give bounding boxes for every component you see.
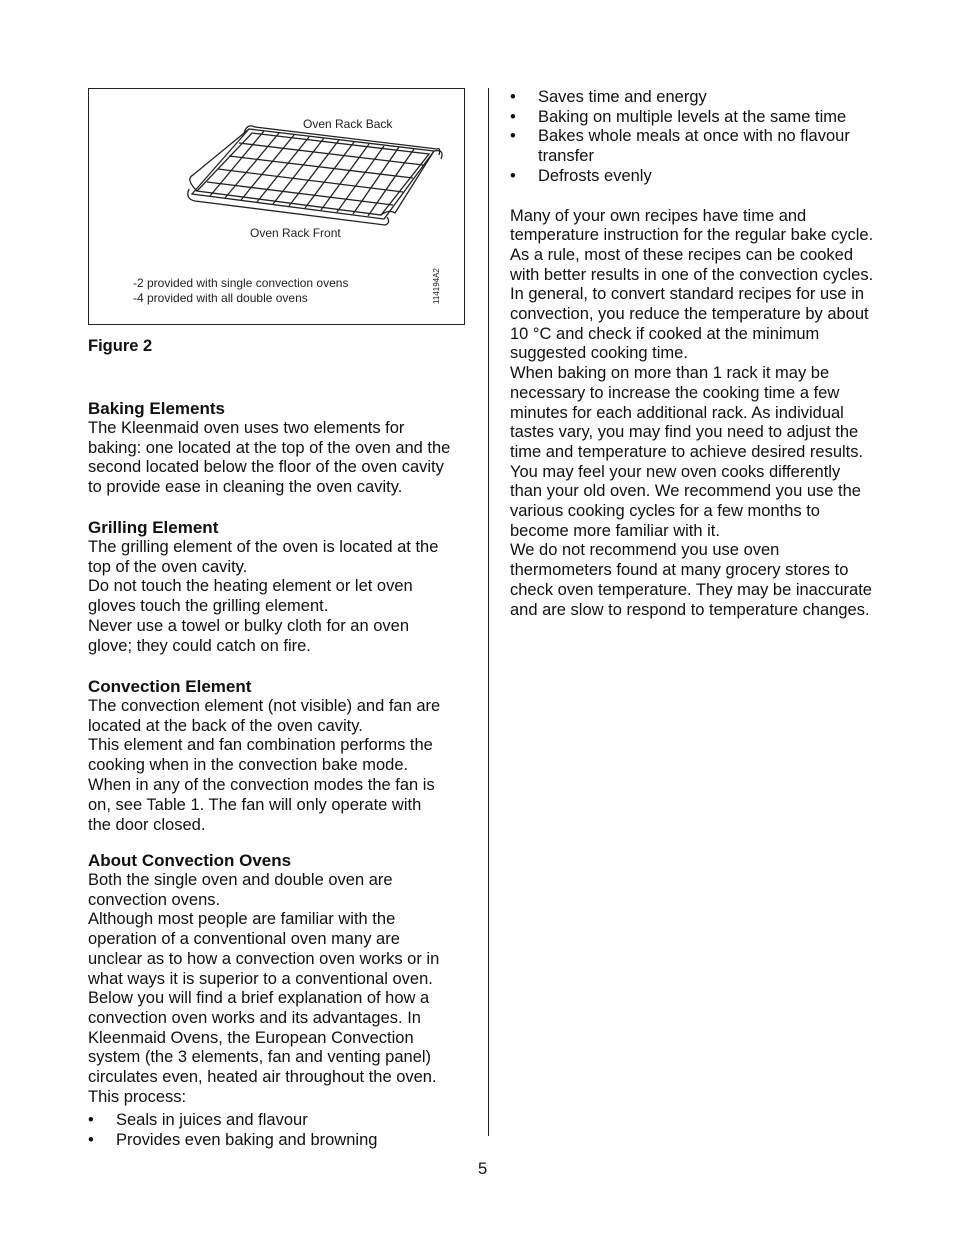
- heading-convection-element: Convection Element: [88, 677, 252, 696]
- paragraph-line: unclear as to how a convection oven works or in: [88, 949, 440, 968]
- paragraph-line: convection, you reduce the temperature by about: [510, 305, 869, 324]
- section-about-convection-ovens: [88, 851, 468, 1151]
- paragraph-line: In general, to convert standard recipes for use in: [510, 285, 865, 304]
- paragraph-line: cooking when in the convection bake mode.: [88, 756, 409, 775]
- bullet-list-left: [88, 1111, 468, 1150]
- figure-note-1: -2 provided with single convection ovens: [133, 276, 349, 290]
- paragraph-line: on, see Table 1. The fan will only operate with: [88, 795, 422, 814]
- list-item: • Defrosts evenly: [510, 167, 895, 187]
- heading-grilling-element: Grilling Element: [88, 518, 219, 537]
- paragraph-line: Both the single oven and double oven are: [88, 871, 393, 889]
- paragraph-line: Below you will find a brief explanation of how a: [88, 989, 430, 1008]
- paragraph-line: various cooking cycles for a few months to: [510, 502, 820, 521]
- paragraph-line: second located below the floor of the oven cavity: [88, 458, 444, 477]
- list-item: • Seals in juices and flavour: [88, 1111, 468, 1131]
- section-convection-element: [88, 677, 468, 836]
- paragraph-line: than your old oven. We recommend you use the: [510, 482, 861, 501]
- paragraph-line: glove; they could catch on fire.: [88, 636, 311, 655]
- paragraph-line: become more familiar with it.: [510, 521, 720, 540]
- figure-2-box: [88, 88, 465, 325]
- paragraph-line: This process:: [88, 1087, 187, 1106]
- paragraph-line: Kleenmaid Ovens, the European Convection: [88, 1028, 414, 1047]
- paragraph-line: This element and fan combination performs the: [88, 736, 433, 755]
- paragraph-line: The Kleenmaid oven uses two elements for: [88, 419, 405, 437]
- paragraph-line: Many of your own recipes have time and: [510, 206, 807, 225]
- paragraph-line: The convection element (not visible) and fan are: [88, 697, 441, 715]
- section-grilling-element: [88, 518, 468, 656]
- section-baking-elements: [88, 399, 468, 498]
- paragraph-line: 10 °C and check if cooked at the minimum: [510, 324, 820, 343]
- paragraph-line: baking: one located at the top of the oven and the: [88, 438, 451, 457]
- paragraph-line: time and temperature to achieve desired results.: [510, 442, 864, 461]
- paragraph-line: When in any of the convection modes the fan is: [88, 775, 435, 794]
- label-oven-rack-back: Oven Rack Back: [303, 117, 393, 131]
- paragraph-line: necessary to increase the cooking time a few: [510, 383, 840, 402]
- paragraph-line: what ways it is superior to a conventional oven.: [88, 969, 433, 988]
- paragraph-line: suggested cooking time.: [510, 344, 688, 363]
- paragraph-line: thermometers found at many grocery stores to: [510, 561, 849, 580]
- paragraph-line: The grilling element of the oven is located at the: [88, 538, 439, 556]
- paragraph-line: As a rule, most of these recipes can be cooked: [510, 245, 854, 264]
- right-paragraphs: [510, 207, 895, 621]
- figure-code: 114194A2: [432, 268, 441, 304]
- paragraph-line: top of the oven cavity.: [88, 557, 248, 576]
- right-column: [510, 88, 895, 620]
- paragraph-line: tastes vary, you may find you need to adjust the: [510, 423, 859, 442]
- paragraph-line: operation of a conventional oven many are: [88, 930, 400, 949]
- paragraph-line: We do not recommend you use oven: [510, 541, 780, 560]
- paragraph-line: with better results in one of the convection cycles.: [510, 265, 874, 284]
- figure-caption: Figure 2: [88, 337, 153, 355]
- list-item: • Bakes whole meals at once with no flavour transfer: [510, 127, 878, 166]
- paragraph-line: Do not touch the heating element or let oven: [88, 577, 413, 596]
- column-divider: [488, 88, 489, 1136]
- paragraph-line: You may feel your new oven cooks differently: [510, 462, 841, 481]
- bullet-list-right: [510, 88, 895, 187]
- figure-note-2: -4 provided with all double ovens: [133, 291, 308, 305]
- list-item: • Provides even baking and browning: [88, 1131, 468, 1151]
- paragraph-line: gloves touch the grilling element.: [88, 597, 329, 616]
- paragraph-line: circulates even, heated air throughout the oven.: [88, 1068, 437, 1087]
- paragraph-line: convection oven works and its advantages. In: [88, 1008, 421, 1027]
- heading-about-convection-ovens: About Convection Ovens: [88, 851, 292, 870]
- paragraph-line: convection ovens.: [88, 890, 221, 909]
- heading-baking-elements: Baking Elements: [88, 399, 225, 418]
- list-item: • Baking on multiple levels at the same time: [510, 108, 895, 128]
- paragraph-line: Although most people are familiar with the: [88, 910, 396, 929]
- paragraph-line: Never use a towel or bulky cloth for an oven: [88, 616, 410, 635]
- paragraph-line: minutes for each additional rack. As individual: [510, 403, 844, 422]
- paragraph-line: to provide ease in cleaning the oven cavity.: [88, 478, 403, 497]
- page-number: 5: [478, 1160, 488, 1178]
- paragraph-line: temperature instruction for the regular bake cycle.: [510, 226, 874, 245]
- paragraph-line: check oven temperature. They may be inaccurate: [510, 580, 872, 599]
- list-item: • Saves time and energy: [510, 88, 895, 108]
- paragraph-line: located at the back of the oven cavity.: [88, 716, 363, 735]
- paragraph-line: system (the 3 elements, fan and venting panel): [88, 1048, 432, 1067]
- paragraph-line: the door closed.: [88, 816, 206, 835]
- paragraph-line: and are slow to respond to temperature changes.: [510, 600, 870, 619]
- paragraph-line: When baking on more than 1 rack it may be: [510, 364, 830, 383]
- label-oven-rack-front: Oven Rack Front: [250, 226, 341, 240]
